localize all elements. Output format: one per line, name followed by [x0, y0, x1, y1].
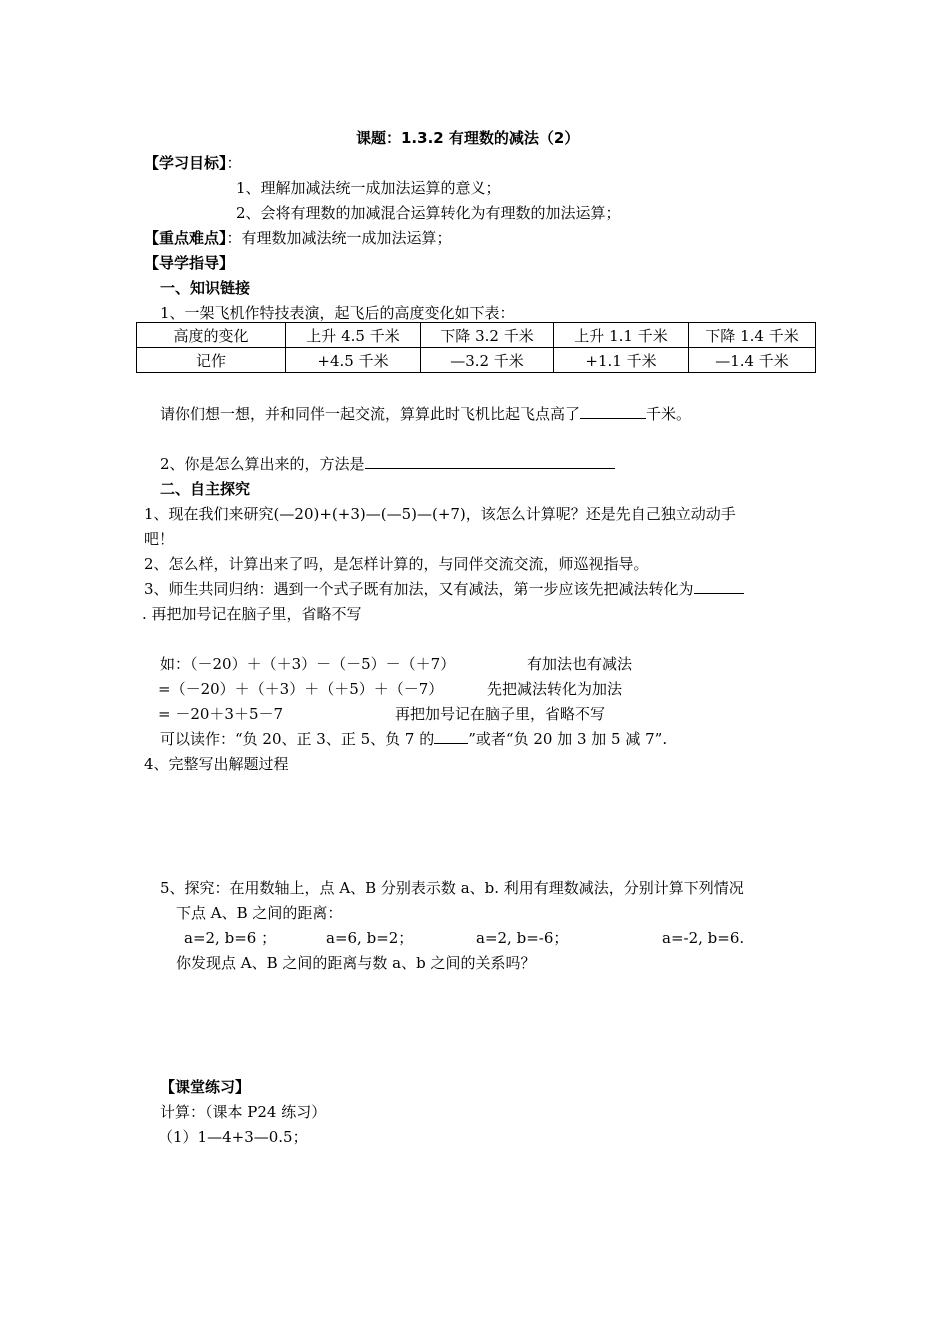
section2-p1b: 吧！ — [144, 530, 175, 548]
table-cell: 上升 1.1 千米 — [554, 323, 689, 348]
key-points-heading: 【重点难点】 — [144, 229, 227, 247]
example-line-2: =（－20）＋（＋3）＋（＋5）＋（－7） — [158, 680, 444, 698]
table-cell: —1.4 千米 — [689, 348, 816, 373]
table-cell: 记作 — [137, 348, 286, 373]
method-blank[interactable] — [365, 454, 615, 469]
goal-item-2: 2、会将有理数的加减混合运算转化为有理数的加法运算； — [236, 204, 621, 222]
example-note-3: 再把加号记在脑子里，省略不写 — [395, 705, 606, 723]
section2-p4: 4、完整写出解题过程 — [144, 755, 289, 773]
section2-p3a — [144, 579, 744, 599]
table-cell: 高度的变化 — [137, 323, 286, 348]
guide-heading: 【导学指导】 — [144, 254, 235, 272]
goal-item-1: 1、理解加减法统一成加法运算的意义； — [236, 179, 501, 197]
example-note-1: 有加法也有减法 — [527, 655, 633, 673]
altitude-table — [136, 322, 816, 373]
section2-p2: 2、怎么样，计算出来了吗，是怎样计算的，与同伴交流交流，师巡视指导。 — [144, 555, 649, 573]
example-line-1: 如：（－20）＋（＋3）－（－5）－（＋7） — [160, 655, 456, 673]
case-3: a=2, b=-6； — [476, 929, 569, 947]
case-1: a=2, b=6 ； — [184, 929, 277, 947]
method-text: 2、你是怎么算出来的，方法是 — [160, 455, 365, 473]
convert-blank[interactable] — [694, 579, 744, 594]
table-cell: —3.2 千米 — [421, 348, 554, 373]
table-cell: 下降 1.4 千米 — [689, 323, 816, 348]
practice-line-1: 计算：（课本 P24 练习） — [160, 1103, 327, 1121]
section2-p3b: . 再把加号记在脑子里，省略不写 — [142, 605, 362, 623]
table-row — [137, 348, 816, 373]
section1-heading: 一、知识链接 — [160, 279, 251, 297]
key-points-line — [144, 228, 452, 248]
section2-p5a: 5、探究：在用数轴上，点 A、B 分别表示数 a、b. 利用有理数减法，分别计算下列情况 — [160, 879, 744, 897]
read-text-b: ”或者“负 20 加 3 加 5 减 7”. — [468, 730, 668, 748]
table-cell: 下降 3.2 千米 — [421, 323, 554, 348]
practice-line-2: （1）1—4+3—0.5； — [158, 1128, 308, 1146]
section2-p5b: 下点 A、B 之间的距离： — [176, 904, 343, 922]
table-row — [137, 323, 816, 348]
page-title: 课题：1.3.2 有理数的减法（2） — [356, 129, 580, 147]
read-blank[interactable] — [434, 729, 468, 744]
section1-q1: 1、一架飞机作特技表演，起飞后的高度变化如下表： — [160, 304, 515, 322]
think-unit: 千米。 — [646, 405, 692, 423]
goals-heading: 【学习目标】 — [144, 154, 227, 172]
case-2: a=6, b=2； — [326, 929, 414, 947]
read-line — [160, 729, 667, 749]
section2-p5c: 你发现点 A、B 之间的距离与数 a、b 之间的关系吗？ — [176, 954, 536, 972]
example-line-3: = －20＋3＋5－7 — [158, 705, 284, 723]
section2-heading: 二、自主探究 — [160, 480, 251, 498]
practice-heading: 【课堂练习】 — [160, 1078, 251, 1096]
think-line — [160, 404, 691, 424]
section2-p3a-text: 3、师生共同归纳：遇到一个式子既有加法，又有减法，第一步应该先把减法转化为 — [144, 580, 694, 598]
method-line — [160, 454, 615, 474]
read-text-a: 可以读作：“负 20、正 3、正 5、负 7 的 — [160, 730, 435, 748]
section2-p1a: 1、现在我们来研究(—20)+(+3)—(—5)—(+7)，该怎么计算呢？还是先自己独立动动手 — [144, 505, 736, 523]
goals-heading-line — [144, 153, 242, 173]
answer-blank[interactable] — [580, 404, 646, 419]
table-cell: 上升 4.5 千米 — [286, 323, 421, 348]
table-cell: +1.1 千米 — [554, 348, 689, 373]
example-note-2: 先把减法转化为加法 — [487, 680, 623, 698]
think-text: 请你们想一想，并和同伴一起交流，算算此时飞机比起飞点高了 — [160, 405, 581, 423]
case-4: a=-2, b=6. — [662, 929, 745, 947]
key-points-text: ：有理数加减法统一成加法运算； — [226, 229, 452, 247]
table-cell: +4.5 千米 — [286, 348, 421, 373]
goals-colon: ： — [226, 154, 242, 172]
